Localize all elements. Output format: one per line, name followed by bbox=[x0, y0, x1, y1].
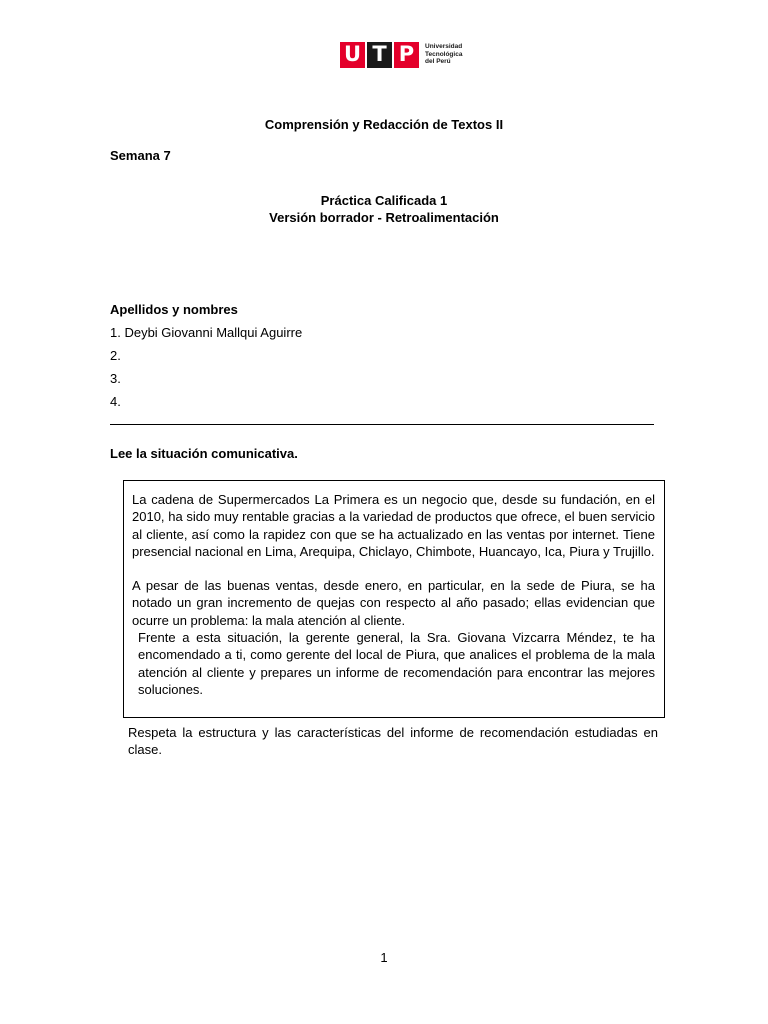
logo-letter-t-text: T bbox=[372, 42, 387, 66]
logo-letter-u-text: U bbox=[343, 42, 362, 66]
logo-letter-p bbox=[394, 42, 419, 68]
logo-institution-name bbox=[425, 43, 462, 66]
names-heading: Apellidos y nombres bbox=[110, 302, 238, 317]
separator-line bbox=[110, 424, 654, 425]
situation-box bbox=[123, 480, 665, 718]
name-line-1: 1. Deybi Giovanni Mallqui Aguirre bbox=[110, 325, 303, 340]
logo-line-3: del Perú bbox=[425, 58, 451, 66]
week-label: Semana 7 bbox=[110, 148, 171, 163]
name-line-4: 4. bbox=[110, 394, 121, 409]
name-line-3: 3. bbox=[110, 371, 121, 386]
structure-note: Respeta la estructura y las características del informe de recomendación estudiadas en clase. bbox=[128, 725, 658, 757]
logo-letter-u bbox=[340, 42, 365, 68]
logo-line-1: Universidad bbox=[425, 43, 463, 51]
logo-letter-t bbox=[367, 42, 392, 68]
instruction-label: Lee la situación comunicativa. bbox=[110, 446, 298, 461]
name-line-2: 2. bbox=[110, 348, 121, 363]
utp-logo bbox=[340, 41, 462, 68]
situation-paragraph-1: La cadena de Supermercados La Primera es un negocio que, desde su fundación, en el 2010, ha sido muy rentable gracias a la variedad de productos que ofrece, el buen servicio al cliente, así como la rapidez con que se ha actualizado en las ventas por internet. Tiene presencial nacional en Lima, Arequipa, Chiclayo, Chimbote, Huancayo, Ica, Piura y Trujillo. bbox=[132, 492, 655, 559]
situation-paragraph-3: Frente a esta situación, la gerente general, la Sra. Giovana Vizcarra Méndez, te ha encomendado a ti, como gerente del local de Piura, que analices el problema de la mala atención al cliente y prepares un informe de recomendación para encontrar las mejores soluciones. bbox=[138, 630, 655, 697]
course-title: Comprensión y Redacción de Textos II bbox=[264, 117, 504, 132]
logo-line-2: Tecnológica bbox=[425, 50, 463, 58]
situation-paragraph-2: A pesar de las buenas ventas, desde enero, en particular, en la sede de Piura, se ha notado un gran incremento de quejas con respecto al año pasado; ellas evidencian que ocurre un problema: la mala atención al cliente. bbox=[132, 578, 655, 628]
practice-title: Práctica Calificada 1 bbox=[320, 193, 448, 208]
logo-letter-p-text: P bbox=[398, 42, 415, 66]
page-number: 1 bbox=[380, 950, 388, 965]
version-subtitle: Versión borrador - Retroalimentación bbox=[269, 210, 499, 225]
